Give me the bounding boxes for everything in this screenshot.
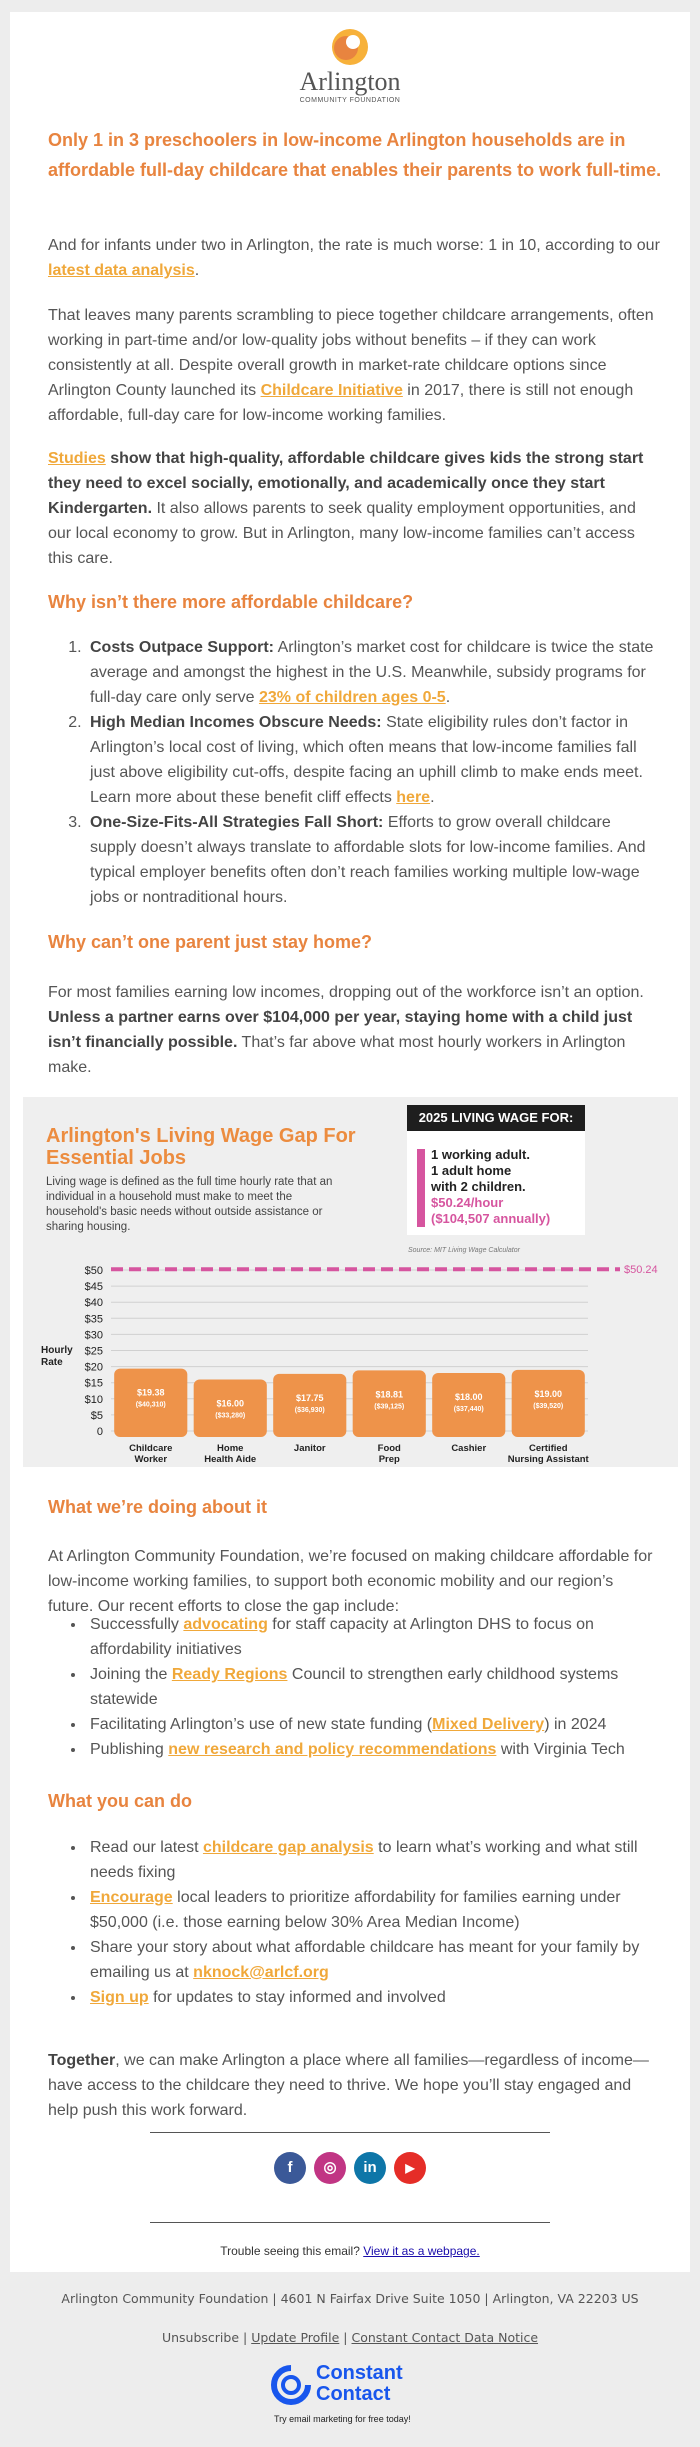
y-axis-label: Hourly <box>41 1345 73 1356</box>
studies-link[interactable]: Studies <box>48 450 106 467</box>
list-item: 3. One-Size-Fits-All Strategies Fall Short: Efforts to grow overall childcare supply doesn’t always translate to affordable slots for low-income families. And typical employer benefits often don’t reach families working multiple low-wage jobs or nontraditional hours. <box>86 810 660 910</box>
box-line: 1 working adult. <box>431 1147 530 1162</box>
bar-annual-label: ($39,520) <box>533 1402 564 1410</box>
bar-value-label: $19.38 <box>136 1387 165 1398</box>
ready-regions-link[interactable]: Ready Regions <box>171 1666 288 1683</box>
logo-mark-icon <box>328 27 372 67</box>
y-tick-label: $5 <box>90 1409 103 1422</box>
y-tick-label: $45 <box>84 1281 103 1294</box>
bar-value-label: $19.00 <box>534 1388 563 1399</box>
research-link[interactable]: new research and policy recommendations <box>168 1741 497 1758</box>
cc-line2: Contact <box>316 2383 391 2405</box>
x-tick-label: Prep <box>378 1454 400 1465</box>
benefit-cliff-link[interactable]: here <box>396 789 431 806</box>
box-line: with 2 children. <box>431 1179 526 1194</box>
bar-value-label: $16.00 <box>216 1398 245 1409</box>
email-card <box>10 12 690 2272</box>
paragraph-doing: At Arlington Community Foundation, we’re focused on making childcare affordable for low-income working families, to support both economic mobility and our region’s future. Our recent efforts to close the gap include: <box>48 1548 653 1615</box>
doing-heading: What we’re doing about it <box>48 1497 267 1517</box>
footer-links: Unsubscribe | Update Profile | Constant Contact Data Notice <box>161 2330 539 2345</box>
linkedin-icon[interactable]: in <box>354 2152 386 2184</box>
bar-chart-plot <box>23 1097 678 1467</box>
bar <box>432 1373 505 1437</box>
sign-up-link[interactable]: Sign up <box>90 1989 149 2006</box>
doing-list <box>48 1612 660 1762</box>
bar-annual-label: ($36,930) <box>294 1406 325 1414</box>
advocating-link[interactable]: advocating <box>183 1616 268 1633</box>
y-tick-label: $10 <box>84 1393 103 1406</box>
gap-analysis-link[interactable]: childcare gap analysis <box>202 1839 374 1856</box>
box-wage: $50.24/hour <box>431 1195 504 1210</box>
can-do-list <box>48 1835 660 2010</box>
paragraph-stay-home: For most families earning low incomes, dropping out of the workforce isn’t an option. Unless a partner earns over $104,000 per year, staying home with a child just isn’t financially possible. That’s far above what most hourly workers in Arlington make. <box>48 984 644 1076</box>
x-tick-label: Home <box>217 1443 244 1454</box>
list-item: • Facilitating Arlington’s use of new state funding (Mixed Delivery) in 2024 <box>86 1712 660 1737</box>
bar-annual-label: ($37,440) <box>453 1406 484 1414</box>
encourage-link[interactable]: Encourage <box>90 1889 173 1906</box>
trouble-viewing: Trouble seeing this email? View it as a webpage. <box>220 2244 480 2258</box>
x-tick-label: Cashier <box>451 1443 487 1454</box>
y-axis-label: Rate <box>41 1357 63 1368</box>
cc-tagline: Try email marketing for free today! <box>274 2414 411 2424</box>
y-tick-label: $50 <box>84 1265 103 1277</box>
x-tick-label: Nursing Assistant <box>507 1454 589 1465</box>
logo-name: Arlington <box>299 67 401 96</box>
divider <box>150 2132 550 2133</box>
mixed-delivery-link[interactable]: Mixed Delivery <box>432 1716 545 1733</box>
list-item: • Encourage local leaders to prioritize affordability for families earning under $50,000 (i.e. those earning below 30% Area Median Income) <box>86 1885 660 1935</box>
x-tick-label: Certified <box>528 1443 568 1454</box>
list-item: 2. High Median Incomes Obscure Needs: State eligibility rules don’t factor in Arlington’s local cost of living, which often means that low-income families fall just above eligibility cut-offs, despite facing an uphill climb to make ends meet. Learn more about these benefit cliff effects here. <box>86 710 660 810</box>
list-item: • Publishing new research and policy recommendations with Virginia Tech <box>86 1737 660 1762</box>
list-item: • Sign up for updates to stay informed and involved <box>86 1985 660 2010</box>
bar-value-label: $18.81 <box>375 1389 404 1400</box>
y-tick-label: $30 <box>84 1329 103 1342</box>
data-notice-link[interactable]: Constant Contact Data Notice <box>351 2330 539 2345</box>
view-webpage-link[interactable]: View it as a webpage. <box>363 2244 480 2258</box>
bar <box>273 1374 346 1437</box>
paragraph-infants: And for infants under two in Arlington, the rate is much worse: 1 in 10, according to our latest data analysis. <box>48 237 660 279</box>
chart-description: Living wage is defined as the full time hourly rate that an individual in a household must make to meet the household's basic needs without outside assistance or sharing housing. <box>46 1176 333 1233</box>
bar-annual-label: ($33,280) <box>215 1412 246 1420</box>
latest-data-analysis-link[interactable]: latest data analysis <box>48 262 195 279</box>
youtube-icon[interactable]: ▶ <box>394 2152 426 2184</box>
paragraph-scrambling: That leaves many parents scrambling to piece together childcare arrangements, often working in part-time and/or low-quality jobs without benefits – if they can work consistently at all. Despite overall growth in market-rate childcare options since Arlington County launched its Childcare Initiative in 2017, there is still not enough affordable, full-day care for low-income working families. <box>48 307 654 424</box>
x-tick-label: Food <box>377 1443 401 1454</box>
y-tick-label: $15 <box>84 1377 103 1390</box>
constant-contact-badge[interactable] <box>270 2362 430 2432</box>
list-item: • Successfully advocating for staff capacity at Arlington DHS to focus on affordability initiatives <box>86 1612 660 1662</box>
paragraph-studies: Studies show that high-quality, affordable childcare gives kids the strong start they need to excel socially, emotionally, and academically once they start Kindergarten. It also allows parents to seek quality employment opportunities, and our local economy to grow. But in Arlington, many low-income families can’t access this care. <box>48 450 644 567</box>
why-heading: Why isn’t there more affordable childcare? <box>48 592 414 612</box>
x-tick-label: Worker <box>134 1454 168 1465</box>
living-wage-chart <box>23 1097 678 1467</box>
footer-address: Arlington Community Foundation | 4601 N Fairfax Drive Suite 1050 | Arlington, VA 22203 US <box>61 2291 639 2306</box>
reference-label: $50.24 <box>624 1264 658 1277</box>
facebook-icon[interactable]: f <box>274 2152 306 2184</box>
can-do-heading: What you can do <box>48 1791 192 1811</box>
list-item: • Read our latest childcare gap analysis to learn what’s working and what still needs fixing <box>86 1835 660 1885</box>
stay-home-heading: Why can’t one parent just stay home? <box>48 932 373 952</box>
living-wage-box-heading: 2025 LIVING WAGE FOR: <box>407 1105 585 1131</box>
x-tick-label: Janitor <box>293 1443 326 1454</box>
children-ages-link[interactable]: 23% of children ages 0-5 <box>258 689 446 706</box>
y-tick-label: $25 <box>84 1345 103 1358</box>
bar-annual-label: ($39,125) <box>374 1403 405 1411</box>
list-item: 1. Costs Outpace Support: Arlington’s market cost for childcare is twice the state average and amongst the highest in the U.S. Meanwhile, subsidy programs for full-day care only serve 23% of children ages 0-5. <box>86 635 660 710</box>
bar-value-label: $17.75 <box>295 1392 324 1403</box>
y-tick-label: $20 <box>84 1361 103 1374</box>
bar-annual-label: ($40,310) <box>135 1401 166 1409</box>
list-item: • Joining the Ready Regions Council to strengthen early childhood systems statewide <box>86 1662 660 1712</box>
chart-title: Arlington's Living Wage Gap For Essential Jobs <box>46 1125 356 1169</box>
update-profile-link[interactable]: Update Profile <box>251 2330 340 2345</box>
divider <box>150 2222 550 2223</box>
logo-subtitle: COMMUNITY FOUNDATION <box>299 97 401 104</box>
cc-line1: Constant <box>316 2362 403 2384</box>
y-tick-label: $35 <box>84 1313 103 1326</box>
list-item: • Share your story about what affordable childcare has meant for your family by emailing us at nknock@arlcf.org <box>86 1935 660 1985</box>
why-list <box>48 635 660 910</box>
box-annual: ($104,507 annually) <box>431 1211 551 1226</box>
box-line: 1 adult home <box>431 1163 512 1178</box>
unsubscribe-link[interactable]: Unsubscribe <box>161 2330 240 2345</box>
chart-source: Source: MIT Living Wage Calculator <box>408 1247 520 1254</box>
y-tick-label: 0 <box>96 1426 103 1438</box>
constant-contact-logo-icon <box>270 2364 312 2406</box>
intro-heading: Only 1 in 3 preschoolers in low-income Arlington households are in affordable full-day childcare that enables their parents to work full-time. <box>48 130 662 180</box>
paragraph-together: Together, we can make Arlington a place where all families—regardless of income—have access to the childcare they need to thrive. We hope you’ll stay engaged and help push this work forward. <box>48 2052 649 2119</box>
childcare-initiative-link[interactable]: Childcare Initiative <box>260 382 403 399</box>
instagram-icon[interactable]: ◎ <box>314 2152 346 2184</box>
bar-value-label: $18.00 <box>454 1392 483 1403</box>
x-tick-label: Childcare <box>129 1443 173 1454</box>
email-link[interactable]: nknock@arlcf.org <box>193 1964 329 1981</box>
x-tick-label: Health Aide <box>204 1454 257 1465</box>
y-tick-label: $40 <box>84 1297 103 1310</box>
logo[interactable] <box>295 27 405 107</box>
